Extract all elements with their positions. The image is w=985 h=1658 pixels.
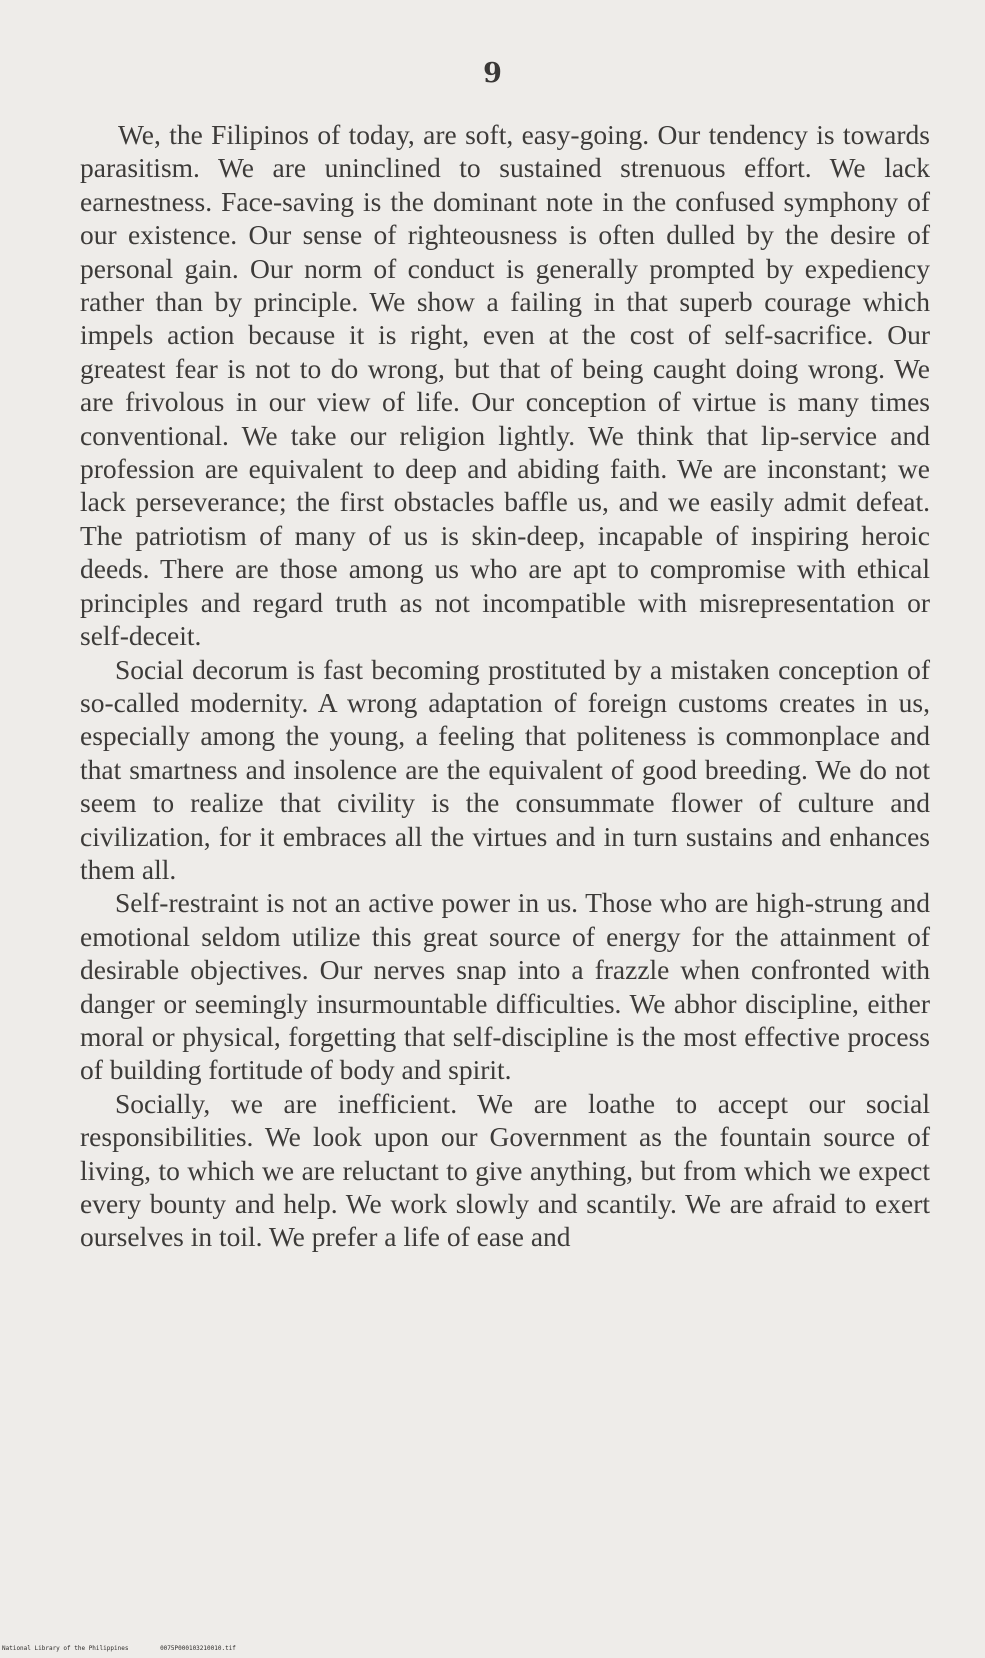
- scan-footer: [2, 1645, 236, 1652]
- body-text: [80, 118, 930, 1254]
- paragraph-2: Social decorum is fast becoming prostituted by a mistaken conception of so-called modernity. A wrong adaptation of foreign customs creates in us, especially among the young, a feeling that politeness is commonplace and that smartness and insolence are the equivalent of good breeding. We do not seem to realize that civility is the consummate flower of culture and civilization, for it embraces all the virtues and in turn sustains and enhances them all.: [80, 653, 930, 885]
- footer-source: National Library of the Philippines: [2, 1645, 129, 1652]
- footer-filename: 0075P000103210010.tif: [160, 1645, 236, 1652]
- paragraph-1: We, the Filipinos of today, are soft, easy-going. Our tendency is towards parasitism. We are uninclined to sustained strenuous effort. We lack earnestness. Face-saving is the dominant note in the confused symphony of our existence. Our sense of righteousness is often dulled by the desire of personal gain. Our norm of conduct is generally prompted by expediency rather than by principle. We show a failing in that superb courage which impels action because it is right, even at the cost of self-sacrifice. Our greatest fear is not to do wrong, but that of being caught doing wrong. We are frivolous in our view of life. Our conception of virtue is many times conventional. We take our religion lightly. We think that lip-service and profession are equivalent to deep and abiding faith. We are inconstant; we lack perseverance; the first obstacles baffle us, and we easily admit defeat. The patriotism of many of us is skin-deep, incapable of inspiring heroic deeds. There are those among us who are apt to compromise with ethical principles and regard truth as not incompatible with misrepresentation or self-deceit.: [80, 119, 930, 652]
- paragraph-3: Self-restraint is not an active power in us. Those who are high-strung and emotional seldom utilize this great source of energy for the attainment of desirable objectives. Our nerves snap into a frazzle when confronted with danger or seemingly insurmountable difficulties. We abhor discipline, either moral or physical, forgetting that self-discipline is the most effective process of building fortitude of body and spirit.: [80, 887, 930, 1086]
- paragraph-4: Socially, we are inefficient. We are loathe to accept our social responsibilities. We look upon our Government as the fountain source of living, to which we are reluctant to give anything, but from which we expect every bounty and help. We work slowly and scantily. We are afraid to exert ourselves in toil. We prefer a life of ease and: [80, 1087, 930, 1253]
- page-number: 9: [483, 58, 502, 89]
